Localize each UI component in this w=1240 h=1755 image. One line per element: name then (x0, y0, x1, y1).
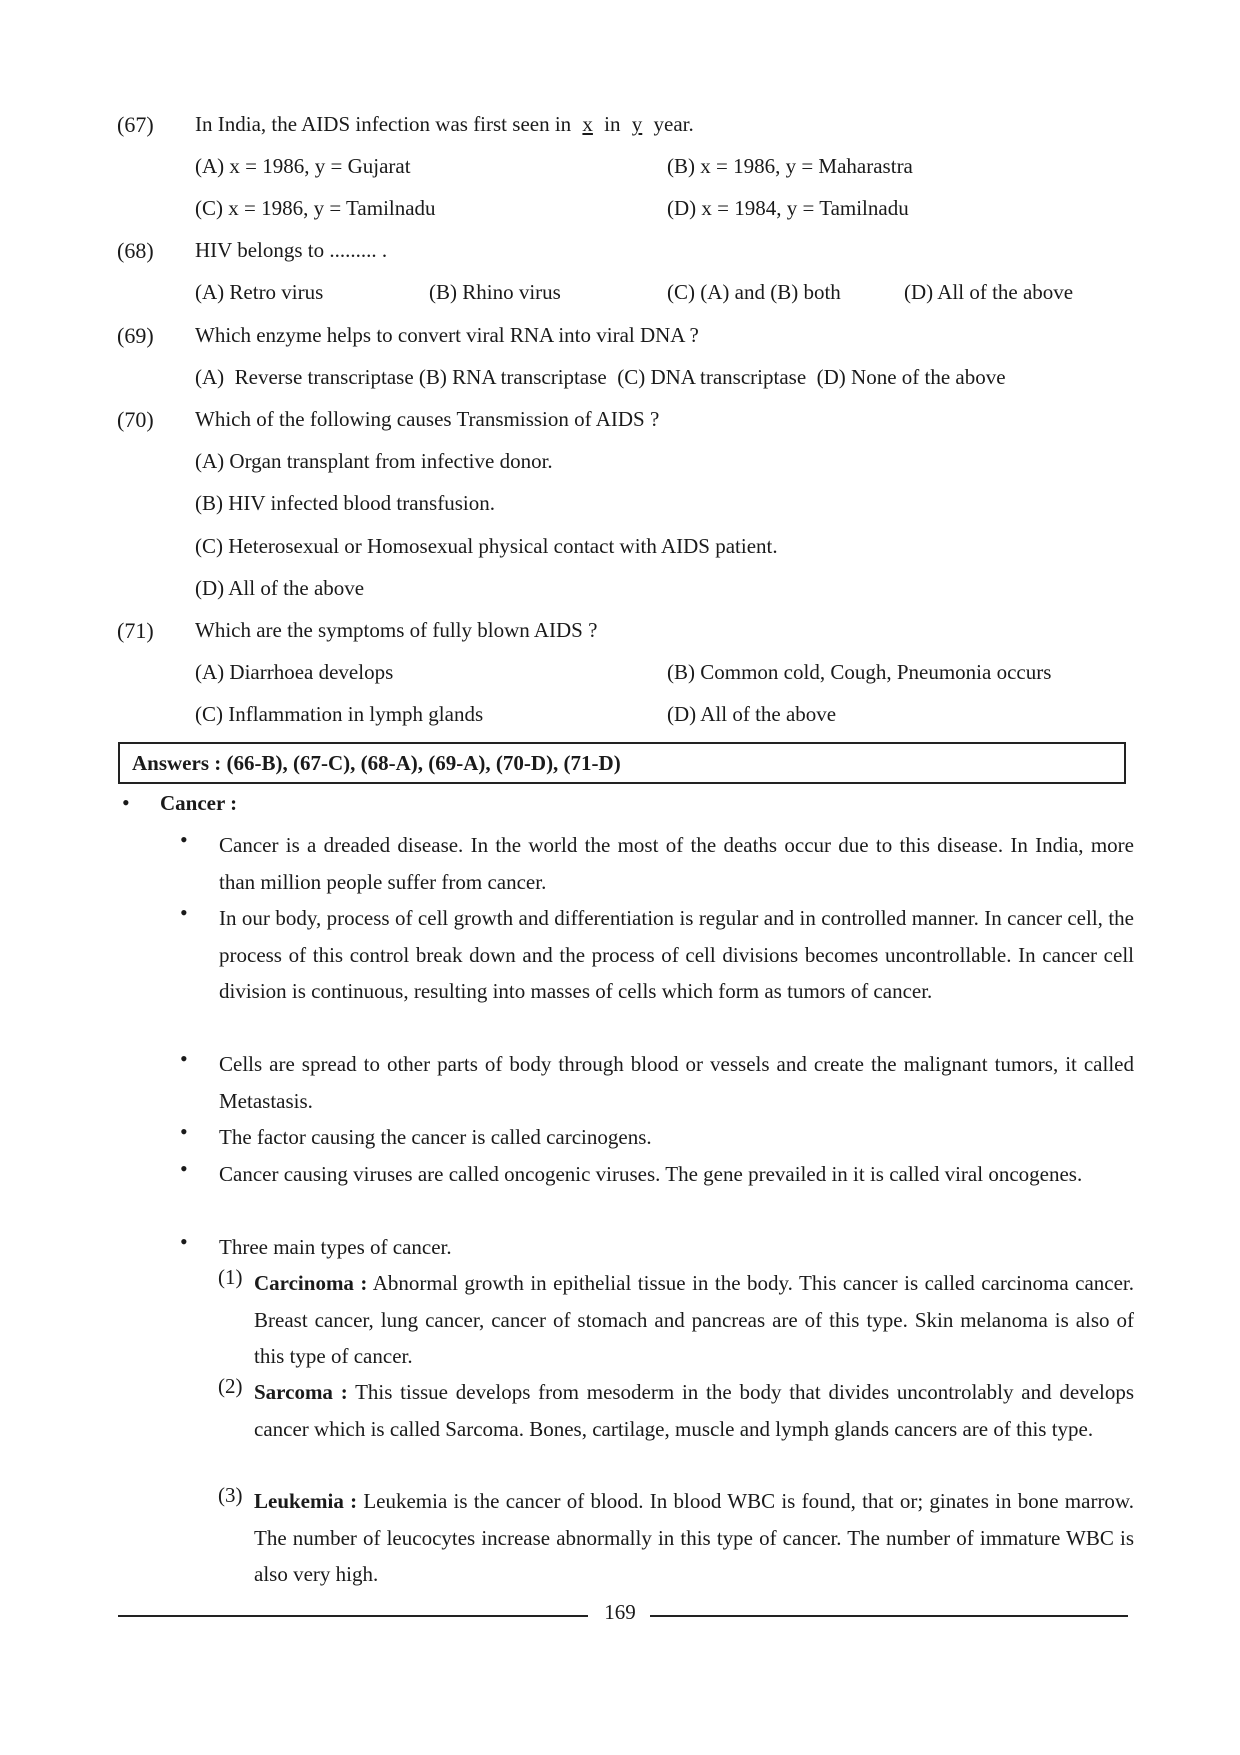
question-text: In India, the AIDS infection was first seen in x in y year. (195, 112, 694, 136)
question-text: Which of the following causes Transmission of AIDS ? (195, 407, 660, 431)
question-text: Which enzyme helps to convert viral RNA into viral DNA ? (195, 323, 699, 347)
bullet-text: Three main types of cancer. (219, 1235, 452, 1259)
bullet-icon: • (180, 900, 188, 925)
question-number: (69) (117, 323, 154, 348)
question-number: (71) (117, 618, 154, 643)
bullet-text: The factor causing the cancer is called carcinogens. (219, 1125, 652, 1149)
option-a: (A) x = 1986, y = Gujarat (195, 154, 411, 178)
option-c: (C) Heterosexual or Homosexual physical contact with AIDS patient. (195, 534, 778, 558)
bullet-icon: • (180, 1046, 188, 1071)
option-b: (B) Rhino virus (429, 280, 561, 304)
type-text: Leukemia is the cancer of blood. In blood WBC is found, that or; ginates in bone marrow. The number of leucocytes increase abnormally in this type of cancer. The number of immature WBC is also very high. (254, 1489, 1134, 1586)
type-heading: Leukemia : (254, 1489, 358, 1513)
section-title: Cancer : (160, 791, 238, 815)
question-text: HIV belongs to ......... . (195, 238, 388, 262)
blank-x: x (582, 112, 593, 136)
bullet-text: Cancer is a dreaded disease. In the world the most of the deaths occur due to this disease. In India, more than million people suffer from cancer. (219, 833, 1134, 894)
type-text: This tissue develops from mesoderm in the body that divides uncontrolably and develops cancer which is called Sarcoma. Bones, cartilage, muscle and lymph glands cancers are of this type. (254, 1380, 1134, 1441)
type-number: (3) (218, 1483, 243, 1507)
option-d: (D) All of the above (667, 702, 837, 726)
question-number: (70) (117, 407, 154, 432)
bullet-text: Cells are spread to other parts of body through blood or vessels and create the malignant tumors, it called Metastasis. (219, 1052, 1134, 1113)
footer-rule-left (118, 1615, 588, 1617)
bullet-text: In our body, process of cell growth and differentiation is regular and in controlled manner. In cancer cell, the process of this control break down and the process of cell divisions becomes uncontrollable. In cancer cell division is continuous, resulting into masses of cells which form as tumors of cancer. (219, 906, 1134, 1003)
bullet-icon: • (180, 1229, 188, 1254)
option-c: (C) x = 1986, y = Tamilnadu (195, 196, 436, 220)
option-d: (D) All of the above (195, 576, 365, 600)
option-c: (C) (A) and (B) both (667, 280, 841, 304)
blank-y: y (631, 112, 643, 136)
page-number: 169 (604, 1600, 636, 1624)
option-a: (A) Organ transplant from infective donor. (195, 449, 553, 473)
option-a: (A) Retro virus (195, 280, 324, 304)
bullet-text: Cancer causing viruses are called oncogenic viruses. The gene prevailed in it is called viral oncogenes. (219, 1162, 1083, 1186)
question-text: Which are the symptoms of fully blown AIDS ? (195, 618, 598, 642)
bullet-icon: • (180, 827, 188, 852)
footer-rule-right (650, 1615, 1128, 1617)
type-number: (1) (218, 1265, 243, 1289)
type-number: (2) (218, 1374, 243, 1398)
option-c: (C) Inflammation in lymph glands (195, 702, 484, 726)
type-text: Abnormal growth in epithelial tissue in the body. This cancer is called carcinoma cancer. Breast cancer, lung cancer, cancer of stomach and pancreas are of this type. Skin melanoma is also of this type of cancer. (254, 1271, 1134, 1368)
option-a: (A) Diarrhoea develops (195, 660, 394, 684)
options-row: (A) Reverse transcriptase (B) RNA transcriptase (C) DNA transcriptase (D) None of the above (195, 365, 1006, 389)
option-b: (B) HIV infected blood transfusion. (195, 491, 495, 515)
type-heading: Carcinoma : (254, 1271, 368, 1295)
answers-box: Answers : (66-B), (67-C), (68-A), (69-A), (70-D), (71-D) (118, 742, 1126, 784)
option-b: (B) x = 1986, y = Maharastra (667, 154, 913, 178)
option-b: (B) Common cold, Cough, Pneumonia occurs (667, 660, 1052, 684)
option-d: (D) x = 1984, y = Tamilnadu (667, 196, 909, 220)
question-number: (67) (117, 112, 154, 137)
bullet-icon: • (122, 790, 130, 815)
option-d: (D) All of the above (904, 280, 1074, 304)
question-number: (68) (117, 238, 154, 263)
bullet-icon: • (180, 1156, 188, 1181)
type-heading: Sarcoma : (254, 1380, 348, 1404)
bullet-icon: • (180, 1119, 188, 1144)
